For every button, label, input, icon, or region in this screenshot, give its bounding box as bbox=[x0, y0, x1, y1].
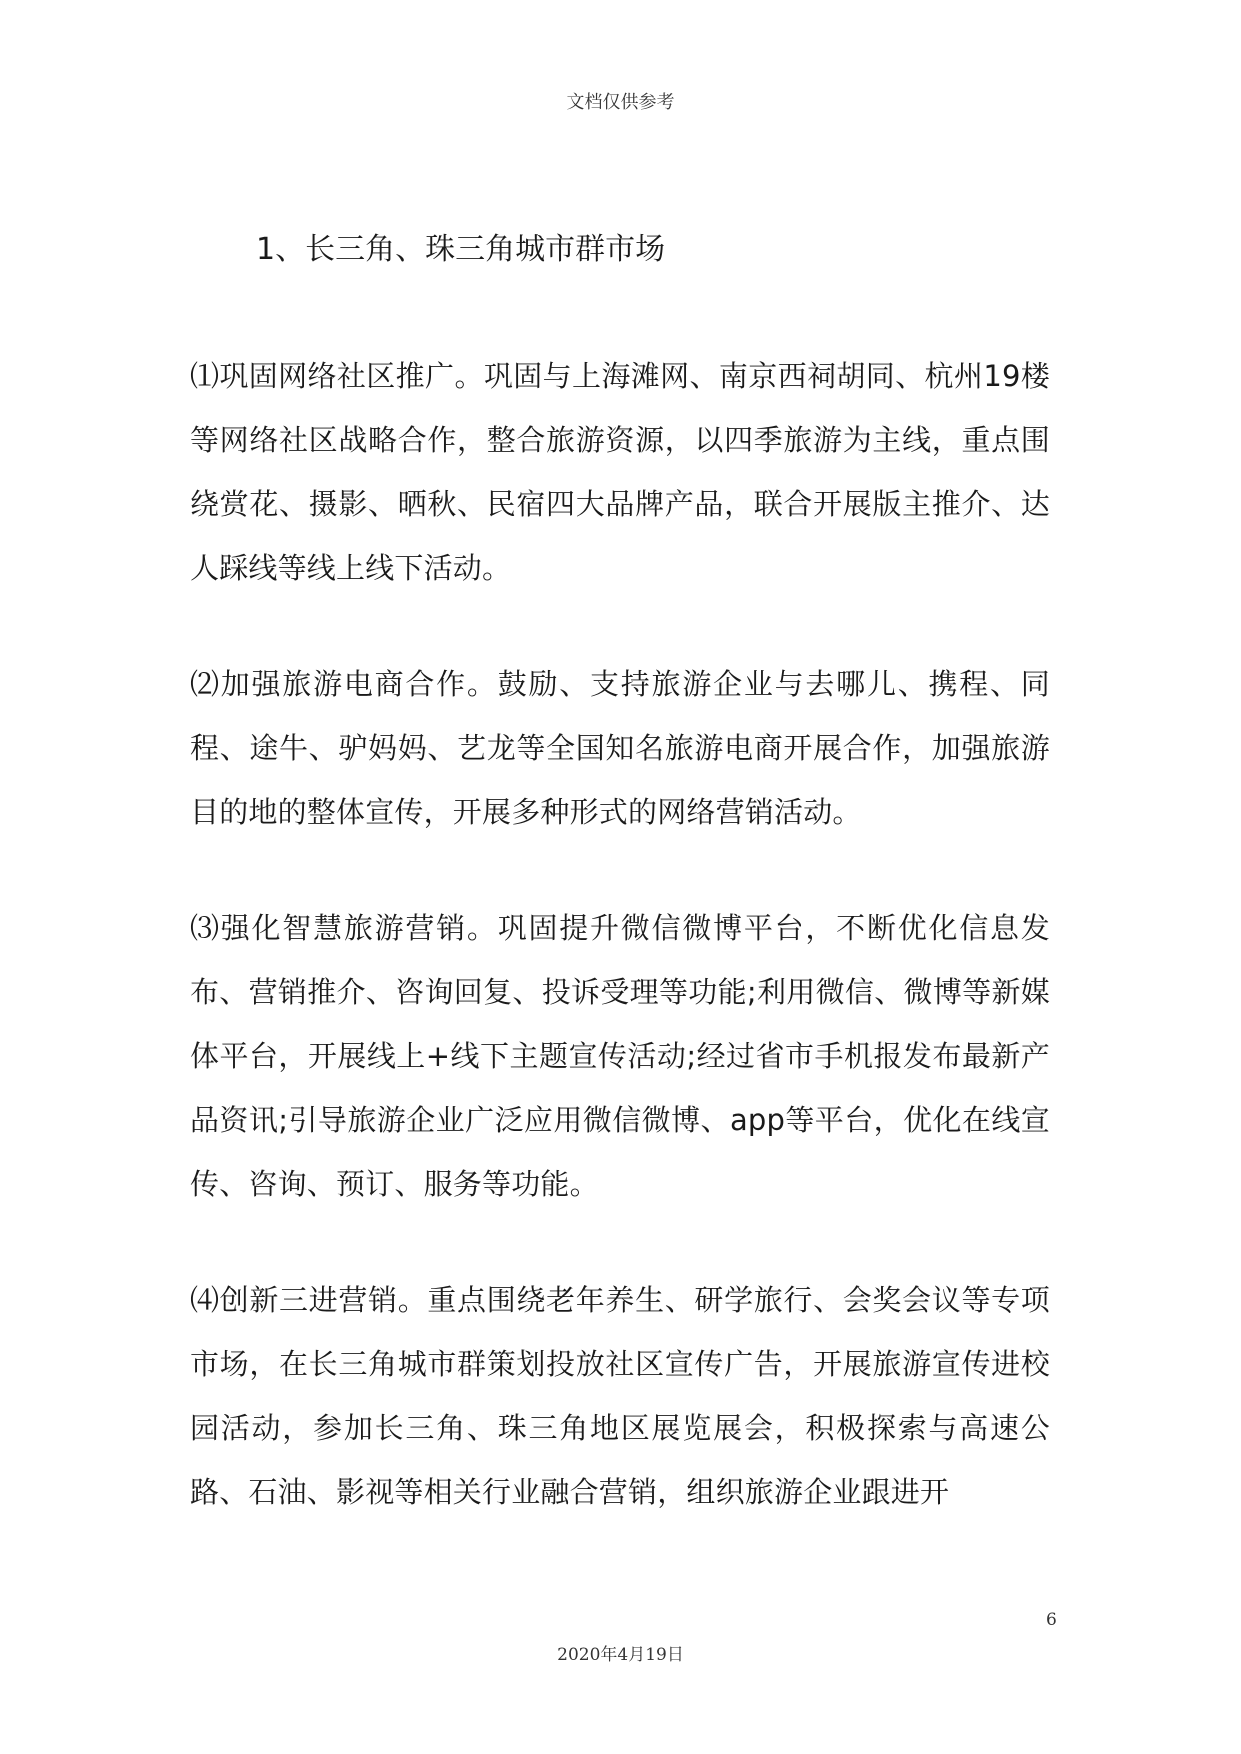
paragraph-smart-tourism: ⑶强化智慧旅游营销。巩固提升微信微博平台，不断优化信息发布、营销推介、咨询回复、投诉受理等功能;利用微信、微博等新媒体平台，开展线上+线下主题宣传活动;经过省市手机报发布最新产品资讯;引导旅游企业广泛应用微信微博、app等平台，优化在线宣传、咨询、预订、服务等功能。 bbox=[190, 911, 1050, 1201]
section-heading: 1、长三角、珠三角城市群市场 bbox=[256, 232, 666, 267]
footer-date: 2020年4月19日 bbox=[557, 1645, 684, 1665]
paragraph-three-entries-marketing: ⑷创新三进营销。重点围绕老年养生、研学旅行、会奖会议等专项市场，在长三角城市群策划投放社区宣传广告，开展旅游宣传进校园活动，参加长三角、珠三角地区展览展会，积极探索与高速公路、石油、影视等相关行业融合营销，组织旅游企业跟进开 bbox=[190, 1283, 1050, 1509]
page-number: 6 bbox=[1046, 1610, 1057, 1630]
page-header: 文档仅供参考 bbox=[566, 92, 675, 113]
paragraph-online-community: ⑴巩固网络社区推广。巩固与上海滩网、南京西祠胡同、杭州19楼等网络社区战略合作，整合旅游资源，以四季旅游为主线，重点围绕赏花、摄影、晒秋、民宿四大品牌产品，联合开展版主推介、达人踩线等线上线下活动。 bbox=[190, 359, 1050, 585]
paragraph-ecommerce-cooperation: ⑵加强旅游电商合作。鼓励、支持旅游企业与去哪儿、携程、同程、途牛、驴妈妈、艺龙等全国知名旅游电商开展合作，加强旅游目的地的整体宣传，开展多种形式的网络营销活动。 bbox=[190, 667, 1050, 829]
document-body bbox=[190, 222, 1050, 1524]
